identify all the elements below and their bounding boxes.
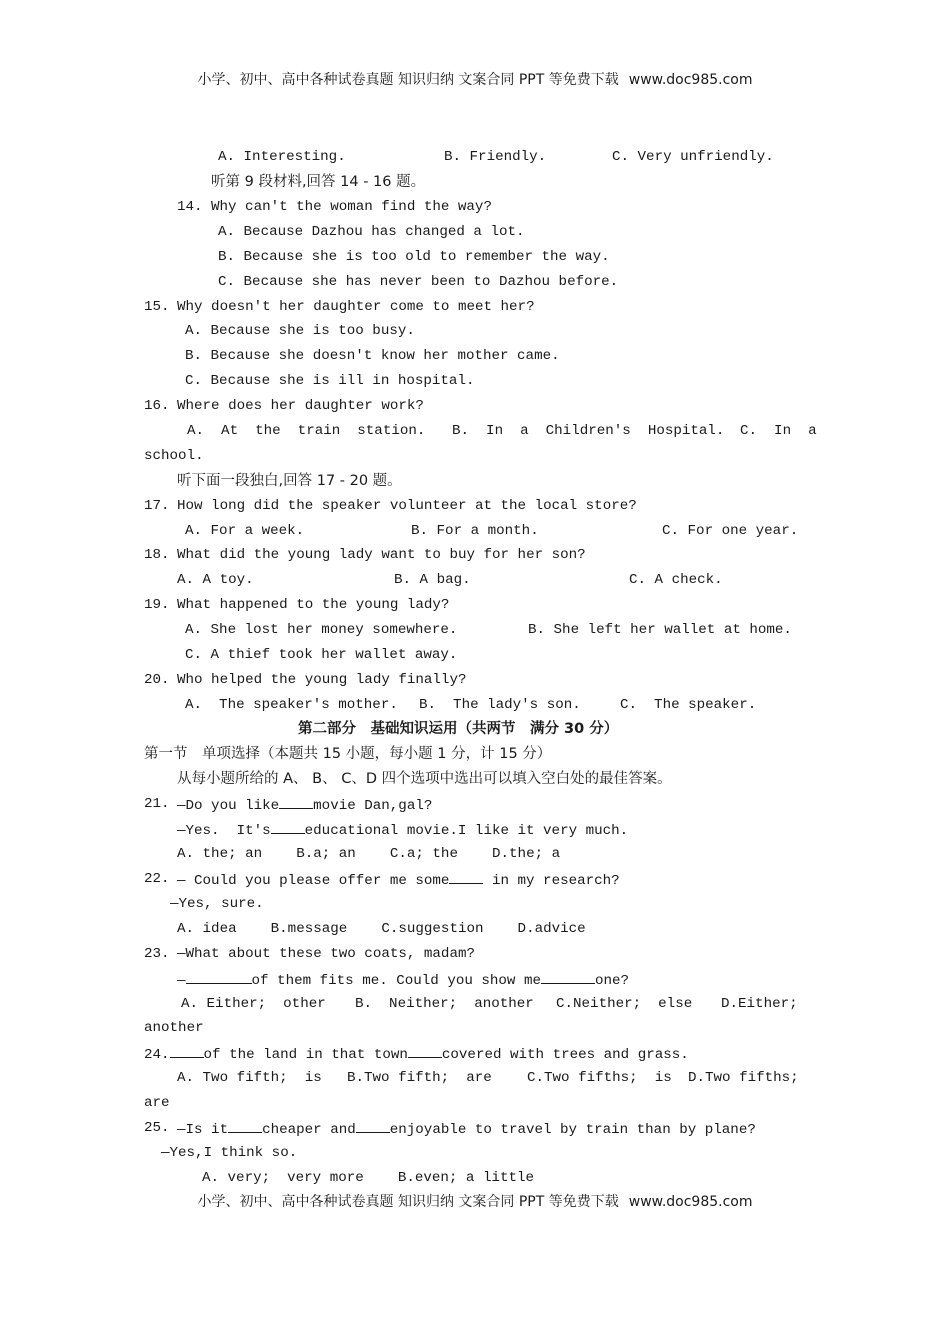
part2-title: 第二部分 基础知识运用（共两节 满分 30 分） (298, 721, 619, 737)
q22-number: 22. (144, 871, 170, 887)
q18-option-b: B. A bag. (394, 572, 471, 588)
q23-blank-2 (541, 970, 595, 984)
q25-line1-text-after: enjoyable to travel by train than by plane? (389, 1122, 756, 1138)
q22-options: A. idea B.message C.suggestion D.advice (177, 921, 586, 937)
section1-instruction: 从每小题所给的 A、 B、 C、D 四个选项中选出可以填入空白处的最佳答案。 (177, 771, 672, 787)
q22-line1-text: — Could you please offer me some (177, 873, 450, 889)
q25-options: A. very; very more B.even; a little (202, 1170, 535, 1186)
q24-blank-1 (170, 1044, 204, 1058)
q24-line1-text: of the land in that town (203, 1047, 408, 1063)
q21-blank-2 (271, 820, 305, 834)
q17-option-a: A. For a week. (185, 523, 305, 539)
q24-number: 24. (144, 1047, 170, 1063)
q16-option-c-continued: school. (144, 448, 204, 464)
q20-option-c: C. The speaker. (620, 697, 757, 713)
q16-option-c: C. In a (740, 423, 817, 439)
q15-option-a: A. Because she is too busy. (185, 323, 415, 339)
q23-option-c: C.Neither; else (556, 996, 693, 1012)
q25-line2: —Yes,I think so. (161, 1145, 298, 1161)
q23-line2 (177, 970, 629, 990)
q17-number: 17. (144, 498, 170, 514)
q23-line2-dash: — (177, 973, 186, 989)
q13-option-a: A. Interesting. (218, 149, 346, 165)
q23-number: 23. (144, 946, 170, 962)
q22-blank (449, 870, 483, 884)
q23-option-a: A. Either; other (181, 996, 326, 1012)
q21-line2-text: —Yes. It's (177, 823, 271, 839)
q25-blank-1 (228, 1119, 262, 1133)
q24-option-b: B.Two fifth; are (347, 1070, 492, 1086)
q18-question: What did the young lady want to buy for her son? (177, 547, 586, 563)
q25-number: 25. (144, 1120, 170, 1136)
q23-blank-1 (186, 970, 252, 984)
q24-blank-2 (408, 1044, 442, 1058)
page-header (0, 69, 950, 89)
q21-line1 (177, 795, 432, 815)
q16-option-a: A. At the train station. (187, 423, 426, 439)
q24-option-a: A. Two fifth; is (177, 1070, 322, 1086)
q19-number: 19. (144, 597, 170, 613)
q21-line1-text-after: movie Dan,gal? (313, 798, 433, 814)
q20-number: 20. (144, 672, 170, 688)
q21-line2 (177, 820, 628, 840)
page-footer (0, 1191, 950, 1211)
q14-question: Why can't the woman find the way? (211, 199, 492, 215)
q24-line1-text-after: covered with trees and grass. (441, 1047, 689, 1063)
footer-text: 小学、初中、高中各种试卷真题 知识归纳 文案合同 PPT 等免费下载 (197, 1194, 619, 1210)
q24-option-d: D.Two fifths; (688, 1070, 799, 1086)
q15-option-b: B. Because she doesn't know her mother came. (185, 348, 560, 364)
q22-line1-text-after: in my research? (483, 873, 620, 889)
q20-option-a: A. The speaker's mother. (185, 697, 398, 713)
q14-number: 14. (177, 199, 203, 215)
q24-option-d-continued: are (144, 1095, 170, 1111)
q17-option-c: C. For one year. (662, 523, 799, 539)
q23-option-d-continued: another (144, 1020, 204, 1036)
section1-title: 第一节 单项选择（本题共 15 小题，每小题 1 分，计 15 分） (144, 746, 552, 762)
q23-option-d: D.Either; (721, 996, 798, 1012)
q20-option-b: B. The lady's son. (419, 697, 581, 713)
q17-question: How long did the speaker volunteer at the local store? (177, 498, 637, 514)
q21-number: 21. (144, 796, 170, 812)
q23-line1: —What about these two coats, madam? (177, 946, 475, 962)
q20-question: Who helped the young lady finally? (177, 672, 467, 688)
q14-option-c: C. Because she has never been to Dazhou before. (218, 274, 619, 290)
q22-line2: —Yes, sure. (170, 896, 264, 912)
q15-question: Why doesn't her daughter come to meet her? (177, 299, 535, 315)
q23-line2-text-after: one? (595, 973, 630, 989)
q13-option-b: B. Friendly. (444, 149, 547, 165)
q19-question: What happened to the young lady? (177, 597, 450, 613)
q19-option-a: A. She lost her money somewhere. (185, 622, 458, 638)
q16-option-b: B. In a Children's Hospital. (452, 423, 725, 439)
q18-number: 18. (144, 547, 170, 563)
q18-option-a: A. A toy. (177, 572, 254, 588)
header-text: 小学、初中、高中各种试卷真题 知识归纳 文案合同 PPT 等免费下载 (197, 72, 619, 88)
q16-question: Where does her daughter work? (177, 398, 424, 414)
q13-option-c: C. Very unfriendly. (612, 149, 774, 165)
q21-blank-1 (279, 795, 313, 809)
q19-option-c: C. A thief took her wallet away. (185, 647, 458, 663)
q16-number: 16. (144, 398, 170, 414)
instruction-section-9: 听第 9 段材料,回答 14 - 16 题。 (211, 174, 426, 190)
instruction-section-10: 听下面一段独白,回答 17 - 20 题。 (177, 473, 402, 489)
q17-option-b: B. For a month. (411, 523, 539, 539)
q21-line1-text: —Do you like (177, 798, 280, 814)
q25-line1-text-mid: cheaper and (262, 1122, 356, 1138)
q23-option-b: B. Neither; another (355, 996, 534, 1012)
q25-line1 (177, 1119, 756, 1139)
q23-line2-text: of them fits me. Could you show me (251, 973, 541, 989)
q24-option-c: C.Two fifths; is (527, 1070, 672, 1086)
q22-line1 (177, 870, 620, 890)
q14-option-a: A. Because Dazhou has changed a lot. (218, 224, 525, 240)
q21-options: A. the; an B.a; an C.a; the D.the; a (177, 846, 561, 862)
q15-option-c: C. Because she is ill in hospital. (185, 373, 475, 389)
q19-option-b: B. She left her wallet at home. (528, 622, 792, 638)
q15-number: 15. (144, 299, 170, 315)
q18-option-c: C. A check. (629, 572, 723, 588)
q21-line2-text-after: educational movie.I like it very much. (304, 823, 629, 839)
q25-line1-text: —Is it (177, 1122, 229, 1138)
footer-url: www.doc985.com (628, 1194, 753, 1210)
header-url: www.doc985.com (628, 72, 753, 88)
q25-blank-2 (356, 1119, 390, 1133)
q14-option-b: B. Because she is too old to remember the way. (218, 249, 610, 265)
q24-line1 (144, 1044, 689, 1064)
